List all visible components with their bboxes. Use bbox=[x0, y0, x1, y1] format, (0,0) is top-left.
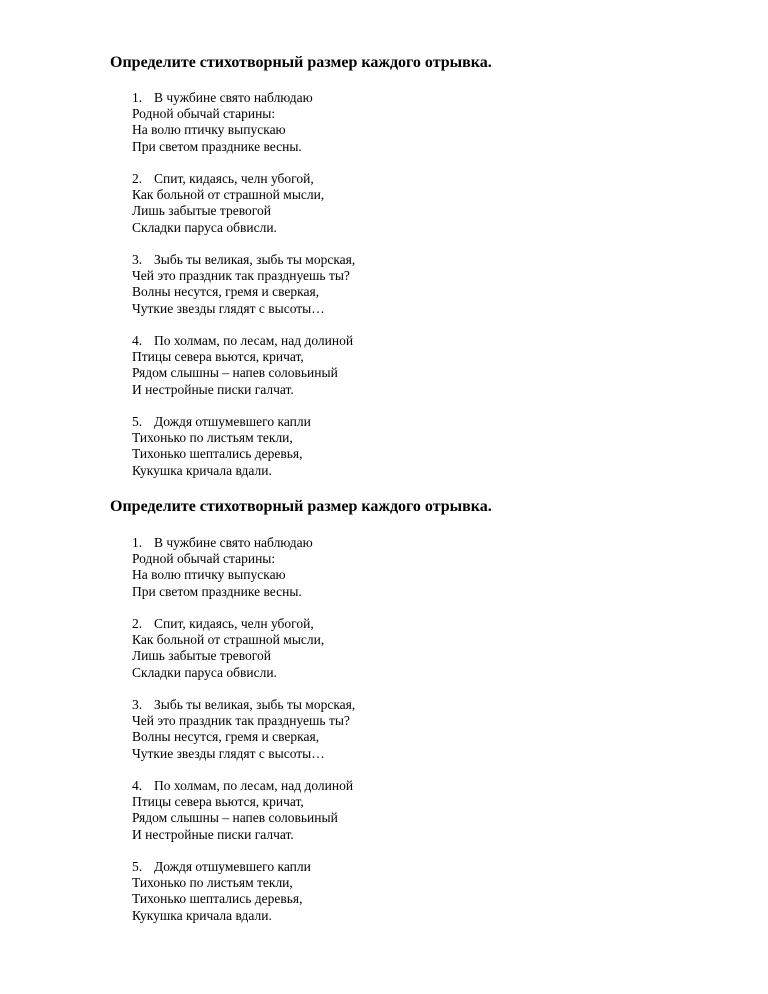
excerpt-line: При светом празднике весны. bbox=[132, 138, 302, 154]
excerpt-line: В чужбине свято наблюдаю bbox=[154, 90, 313, 105]
excerpt-4 bbox=[132, 778, 692, 843]
excerpt-line-first bbox=[132, 859, 692, 875]
excerpt-1 bbox=[132, 90, 692, 155]
excerpt-line: Тихонько шептались деревья, bbox=[132, 891, 303, 907]
excerpt-line: Дождя отшумевшего капли bbox=[154, 859, 311, 874]
excerpt-5 bbox=[132, 414, 692, 479]
excerpt-line-first bbox=[132, 414, 692, 430]
excerpt-3 bbox=[132, 252, 692, 317]
excerpt-line: Родной обычай старины: bbox=[132, 106, 276, 122]
excerpt-2 bbox=[132, 616, 692, 681]
excerpt-line: Чуткие звезды глядят с высоты… bbox=[132, 300, 325, 316]
excerpt-line: Чуткие звезды глядят с высоты… bbox=[132, 745, 325, 761]
excerpt-line: Птицы севера вьются, кричат, bbox=[132, 794, 304, 810]
excerpt-line: И нестройные писки галчат. bbox=[132, 826, 294, 842]
section-1 bbox=[110, 53, 710, 73]
excerpt-line-first bbox=[132, 535, 692, 551]
excerpt-line-first bbox=[132, 616, 692, 632]
excerpt-line: Чей это праздник так празднуешь ты? bbox=[132, 268, 350, 284]
excerpt-number: 1. bbox=[132, 90, 143, 105]
excerpt-4 bbox=[132, 333, 692, 398]
excerpt-number: 2. bbox=[132, 171, 143, 186]
excerpt-number: 2. bbox=[132, 616, 143, 631]
excerpt-line: Тихонько по листьям текли, bbox=[132, 430, 293, 446]
excerpt-line: Зыбь ты великая, зыбь ты морская, bbox=[154, 252, 356, 267]
excerpt-line: Тихонько шептались деревья, bbox=[132, 446, 303, 462]
excerpt-line-first bbox=[132, 778, 692, 794]
excerpt-line-first bbox=[132, 333, 692, 349]
excerpt-3 bbox=[132, 697, 692, 762]
excerpt-line: И нестройные писки галчат. bbox=[132, 381, 294, 397]
excerpt-number: 4. bbox=[132, 333, 143, 348]
excerpt-line: Как больной от страшной мысли, bbox=[132, 632, 325, 648]
excerpt-line: Складки паруса обвисли. bbox=[132, 219, 277, 235]
excerpt-line: Птицы севера вьются, кричат, bbox=[132, 349, 304, 365]
excerpt-line: Кукушка кричала вдали. bbox=[132, 462, 272, 478]
section-heading: Определите стихотворный размер каждого отрывка. bbox=[110, 498, 492, 515]
excerpt-line-first bbox=[132, 697, 692, 713]
section-heading: Определите стихотворный размер каждого отрывка. bbox=[110, 54, 492, 71]
excerpt-line: Тихонько по листьям текли, bbox=[132, 875, 293, 891]
excerpt-line: Рядом слышны – напев соловьиный bbox=[132, 365, 338, 381]
section-2 bbox=[110, 497, 710, 517]
excerpt-number: 1. bbox=[132, 535, 143, 550]
excerpt-number: 4. bbox=[132, 778, 143, 793]
excerpt-number: 5. bbox=[132, 414, 143, 429]
excerpt-line: Рядом слышны – напев соловьиный bbox=[132, 810, 338, 826]
excerpt-line-first bbox=[132, 90, 692, 106]
excerpt-line: Спит, кидаясь, челн убогой, bbox=[154, 171, 314, 186]
excerpt-line: При светом празднике весны. bbox=[132, 583, 302, 599]
excerpt-number: 5. bbox=[132, 859, 143, 874]
excerpt-number: 3. bbox=[132, 697, 143, 712]
excerpt-line-first bbox=[132, 171, 692, 187]
excerpt-line: Зыбь ты великая, зыбь ты морская, bbox=[154, 697, 356, 712]
excerpt-2 bbox=[132, 171, 692, 236]
excerpt-line: Кукушка кричала вдали. bbox=[132, 907, 272, 923]
excerpt-line: Лишь забытые тревогой bbox=[132, 203, 271, 219]
excerpt-line: Волны несутся, гремя и сверкая, bbox=[132, 729, 320, 745]
excerpt-line: По холмам, по лесам, над долиной bbox=[154, 333, 354, 348]
excerpt-line: По холмам, по лесам, над долиной bbox=[154, 778, 354, 793]
excerpt-5 bbox=[132, 859, 692, 924]
excerpt-line: Дождя отшумевшего капли bbox=[154, 414, 311, 429]
excerpt-line: На волю птичку выпускаю bbox=[132, 567, 286, 583]
excerpt-line: Родной обычай старины: bbox=[132, 551, 276, 567]
excerpt-line: Чей это праздник так празднуешь ты? bbox=[132, 713, 350, 729]
excerpt-1 bbox=[132, 535, 692, 600]
excerpt-line: В чужбине свято наблюдаю bbox=[154, 535, 313, 550]
excerpt-line: Складки паруса обвисли. bbox=[132, 664, 277, 680]
excerpt-line: Спит, кидаясь, челн убогой, bbox=[154, 616, 314, 631]
excerpt-line-first bbox=[132, 252, 692, 268]
excerpt-line: Лишь забытые тревогой bbox=[132, 648, 271, 664]
excerpt-number: 3. bbox=[132, 252, 143, 267]
excerpt-line: Как больной от страшной мысли, bbox=[132, 187, 325, 203]
excerpt-line: На волю птичку выпускаю bbox=[132, 122, 286, 138]
excerpt-line: Волны несутся, гремя и сверкая, bbox=[132, 284, 320, 300]
